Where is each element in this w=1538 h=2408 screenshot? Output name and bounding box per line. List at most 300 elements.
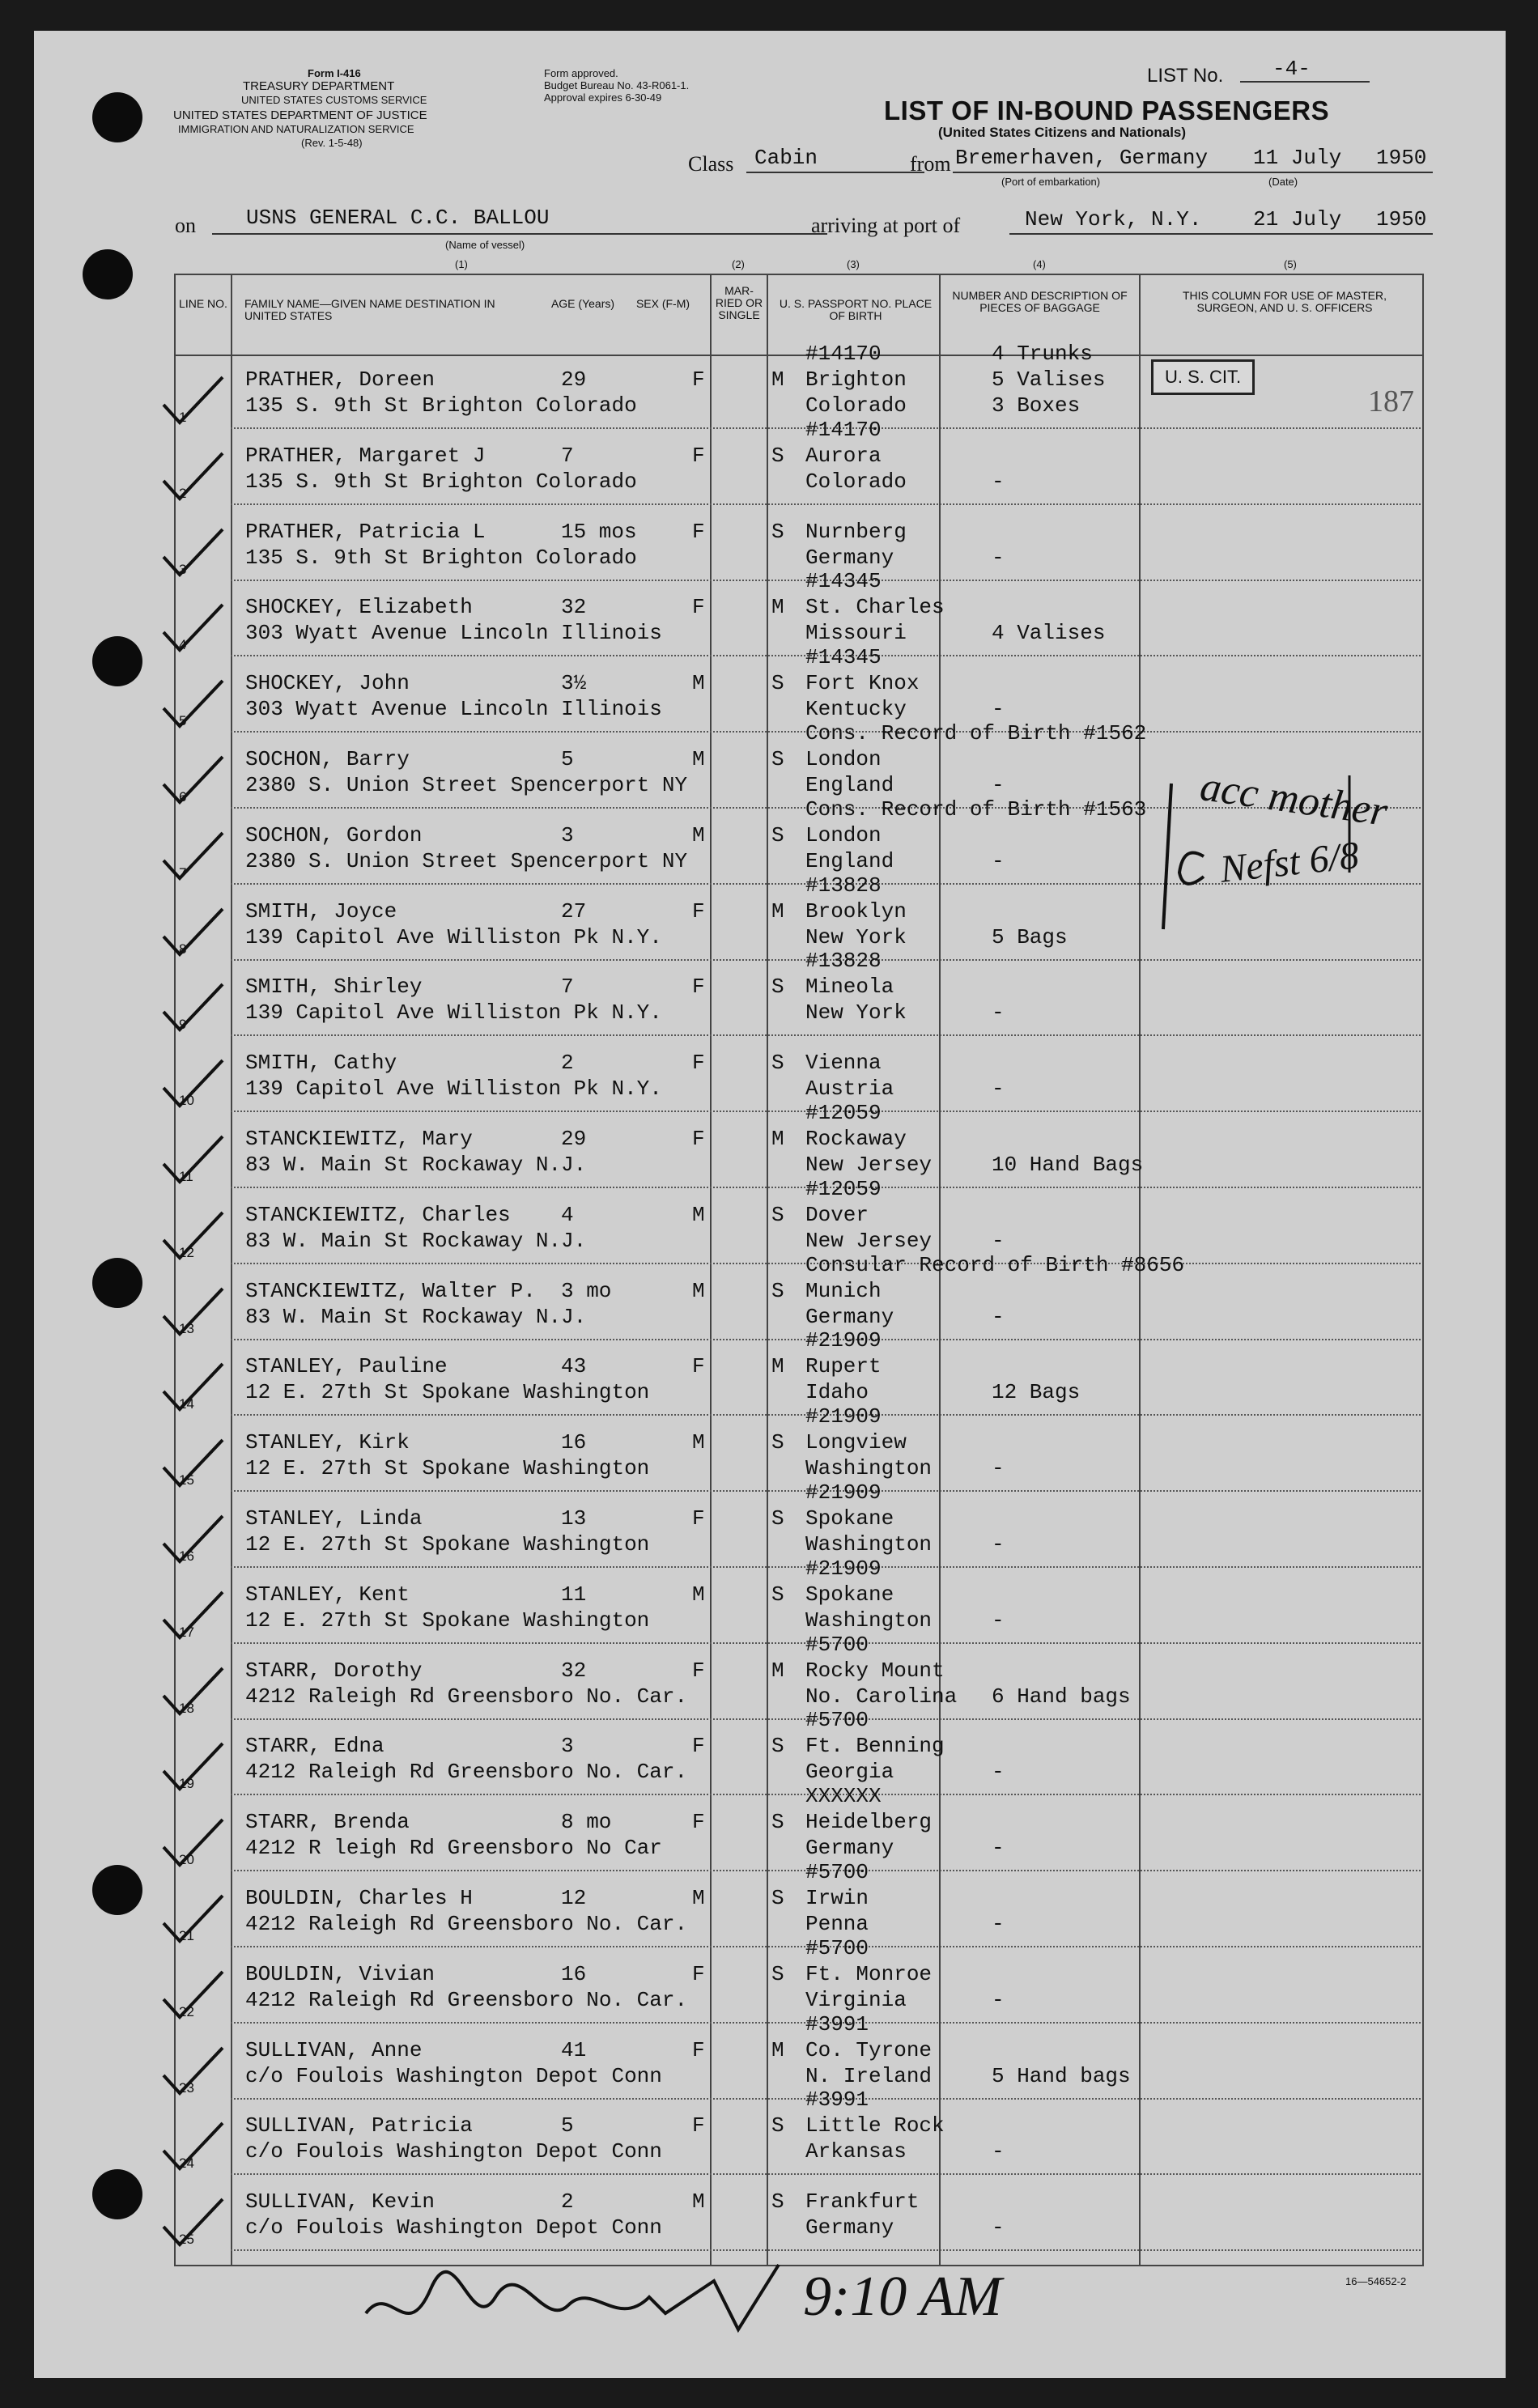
passenger-destination: 12 E. 27th St Spokane Washington — [245, 1456, 650, 1481]
embarkation-port: Bremerhaven, Germany — [955, 146, 1209, 170]
birth-place: Vienna — [805, 1051, 882, 1076]
form-approved: Form approved. — [544, 67, 618, 79]
class-value: Cabin — [754, 146, 818, 170]
birth-country: Germany — [805, 1836, 894, 1861]
baggage-line-3: - — [992, 1304, 1005, 1329]
list-no-label: LIST No. — [1147, 65, 1224, 87]
line-number: 10 — [179, 1093, 194, 1109]
passenger-age: 29 — [561, 1127, 587, 1151]
header-baggage: NUMBER AND DESCRIPTION OF PIECES OF BAGGAGE — [952, 289, 1128, 314]
passenger-destination: 83 W. Main St Rockaway N.J. — [245, 1304, 587, 1329]
passenger-sex: F — [692, 2037, 705, 2062]
class-label: Class — [688, 152, 734, 176]
birth-place: Little Rock — [805, 2113, 945, 2138]
birth-place: Irwin — [805, 1886, 869, 1910]
table-row — [174, 949, 1421, 1038]
signature-time: 9:10 AM — [803, 2266, 1002, 2328]
header-age: AGE (Years) — [550, 297, 615, 310]
passenger-destination: 4212 Raleigh Rd Greensboro No. Car. — [245, 1987, 688, 2012]
passenger-sex: F — [692, 1051, 705, 1076]
baggage-line-3: - — [992, 2215, 1005, 2240]
baggage-line-3: - — [992, 1912, 1005, 1936]
baggage-line-3: - — [992, 848, 1005, 873]
marital-status: S — [771, 1734, 784, 1759]
form-number: Form I-416 — [308, 67, 361, 79]
baggage-line-1: 4 Trunks — [992, 342, 1093, 366]
passenger-name: STANCKIEWITZ, Mary — [245, 1127, 473, 1151]
column-number: (2) — [732, 258, 745, 270]
birth-country: Washington — [805, 1532, 933, 1556]
passenger-name: SULLIVAN, Patricia — [245, 2113, 473, 2138]
passenger-age: 13 — [561, 1506, 587, 1531]
passenger-age: 27 — [561, 898, 587, 924]
birth-place: Ft. Monroe — [805, 1961, 933, 1986]
list-no-value: -4- — [1272, 57, 1311, 81]
passenger-name: STANCKIEWITZ, Charles — [245, 1202, 511, 1227]
customs-service: UNITED STATES CUSTOMS SERVICE — [241, 94, 427, 106]
line-number: 13 — [179, 1320, 194, 1336]
column-number: (1) — [455, 258, 468, 270]
baggage-line-3: 3 Boxes — [992, 393, 1081, 418]
row-separator — [231, 503, 1421, 505]
marital-status: S — [771, 1582, 784, 1607]
birth-country: Penna — [805, 1912, 869, 1936]
birth-country: Arkansas — [805, 2139, 907, 2164]
checkmark-icon — [159, 448, 224, 505]
line-number: 4 — [179, 637, 187, 653]
passenger-sex: F — [692, 2113, 705, 2138]
passenger-sex: F — [692, 1354, 705, 1379]
birth-country: England — [805, 773, 894, 797]
line-number: 12 — [179, 1244, 194, 1260]
header-sex: SEX (F-M) — [635, 297, 690, 310]
arrival-port: New York, N.Y. — [1025, 207, 1202, 231]
passenger-name: STANLEY, Kent — [245, 1582, 410, 1607]
punch-hole — [92, 636, 142, 686]
header-passport: U. S. PASSPORT NO. PLACE OF BIRTH — [779, 297, 933, 322]
passport-number: #5700 — [805, 1708, 869, 1733]
baggage-line-3: 4 Valises — [992, 621, 1106, 646]
marital-status: S — [771, 671, 784, 696]
passenger-destination: 139 Capitol Ave Williston Pk N.Y. — [245, 1077, 662, 1102]
birth-place: Longview — [805, 1430, 907, 1455]
passenger-name: SHOCKEY, John — [245, 671, 410, 696]
marital-status: S — [771, 747, 784, 771]
justice-dept: UNITED STATES DEPARTMENT OF JUSTICE — [173, 108, 427, 122]
passport-number: Cons. Record of Birth #1563 — [805, 796, 1147, 822]
footer-code: 16—54652-2 — [1345, 2275, 1407, 2287]
birth-place: Frankfurt — [805, 2189, 920, 2215]
checkmark-icon — [159, 2194, 224, 2251]
passenger-age: 12 — [561, 1886, 587, 1910]
marital-status: S — [771, 1886, 784, 1910]
checkmark-icon — [159, 1739, 224, 1795]
birth-place: Brooklyn — [805, 898, 907, 924]
passenger-destination: c/o Foulois Washington Depot Conn — [245, 2139, 662, 2164]
marital-status: M — [771, 1127, 784, 1151]
line-number: 9 — [179, 1017, 187, 1033]
table-row — [174, 645, 1421, 735]
passport-number: #3991 — [805, 2011, 869, 2036]
birth-place: Rocky Mount — [805, 1658, 945, 1683]
passenger-age: 11 — [561, 1582, 587, 1607]
passenger-sex: F — [692, 443, 705, 468]
passenger-age: 2 — [561, 1051, 574, 1076]
passenger-sex: M — [692, 1278, 705, 1303]
birth-country: Washington — [805, 1607, 933, 1633]
passenger-destination: 4212 Raleigh Rd Greensboro No. Car. — [245, 1684, 688, 1709]
passenger-name: BOULDIN, Charles H — [245, 1886, 473, 1910]
marital-status: M — [771, 1658, 784, 1683]
baggage-line-3: 10 Hand Bags — [992, 1153, 1144, 1177]
checkmark-icon — [159, 1055, 224, 1112]
passenger-destination: 139 Capitol Ave Williston Pk N.Y. — [245, 924, 662, 949]
vessel-name: USNS GENERAL C.C. BALLOU — [246, 206, 550, 230]
punch-hole — [92, 1258, 142, 1308]
signature-scrawl-icon — [358, 2249, 811, 2354]
passenger-age: 3½ — [561, 671, 587, 696]
passenger-sex: F — [692, 1961, 705, 1986]
passenger-sex: F — [692, 595, 705, 620]
baggage-line-3: 12 Bags — [992, 1380, 1081, 1405]
arriving-label: arriving at port of — [811, 214, 961, 237]
birth-country: N. Ireland — [805, 2063, 933, 2088]
marital-status: M — [771, 595, 784, 620]
manifest-subtitle: (United States Citizens and Nationals) — [938, 125, 1187, 140]
passenger-name: SMITH, Shirley — [245, 975, 423, 1000]
line-number: 1 — [179, 410, 187, 425]
passenger-sex: M — [692, 1202, 705, 1227]
passenger-destination: 303 Wyatt Avenue Lincoln Illinois — [245, 697, 662, 722]
line-number: 11 — [179, 1169, 193, 1184]
checkmark-icon — [159, 676, 224, 733]
passport-number: #21909 — [805, 1328, 882, 1353]
checkmark-icon — [159, 752, 224, 809]
embarkation-year: 1950 — [1376, 146, 1427, 170]
birth-country: New Jersey — [805, 1153, 933, 1177]
checkmark-icon — [159, 1815, 224, 1871]
birth-country: Idaho — [805, 1380, 869, 1405]
baggage-line-3: - — [992, 1607, 1005, 1633]
passenger-sex: F — [692, 1658, 705, 1683]
passenger-sex: M — [692, 2189, 705, 2215]
passenger-age: 3 — [561, 822, 574, 847]
column-number: (3) — [847, 258, 860, 270]
baggage-line-3: - — [992, 545, 1005, 570]
passenger-sex: M — [692, 671, 705, 696]
marital-status: S — [771, 975, 784, 1000]
line-number: 17 — [179, 1624, 194, 1640]
passenger-name: PRATHER, Patricia L — [245, 519, 486, 544]
baggage-line-2: 5 Valises — [992, 367, 1106, 392]
passenger-destination: 12 E. 27th St Spokane Washington — [245, 1532, 650, 1556]
treasury-dept: TREASURY DEPARTMENT — [243, 79, 395, 93]
passenger-name: STARR, Edna — [245, 1734, 384, 1759]
passenger-name: SOCHON, Barry — [245, 747, 410, 771]
birth-country: Germany — [805, 1304, 894, 1329]
passport-number: Consular Record of Birth #8656 — [805, 1252, 1185, 1277]
inspector-signature — [358, 2249, 811, 2358]
passport-number: #14170 — [805, 342, 882, 366]
baggage-line-3: 6 Hand bags — [992, 1684, 1131, 1709]
row-separator — [231, 1034, 1421, 1036]
baggage-line-3: - — [992, 1000, 1005, 1026]
passport-number: #5700 — [805, 1632, 869, 1657]
passenger-name: SULLIVAN, Kevin — [245, 2189, 435, 2215]
passenger-name: SMITH, Joyce — [245, 898, 397, 924]
form-revision: (Rev. 1-5-48) — [301, 137, 363, 149]
birth-country: Kentucky — [805, 697, 907, 722]
passenger-sex: F — [692, 519, 705, 544]
birth-country: New York — [805, 1000, 907, 1026]
checkmark-icon — [159, 1208, 224, 1264]
passenger-destination: 83 W. Main St Rockaway N.J. — [245, 1228, 587, 1253]
line-number: 25 — [179, 2232, 194, 2248]
checkmark-icon — [159, 372, 224, 429]
table-row — [174, 2178, 1421, 2253]
marital-status: S — [771, 1961, 784, 1986]
line-number: 3 — [179, 561, 187, 577]
passport-number: #21909 — [805, 1480, 882, 1505]
passenger-destination: 12 E. 27th St Spokane Washington — [245, 1607, 650, 1633]
birth-country: Washington — [805, 1456, 933, 1481]
passenger-age: 8 mo — [561, 1810, 612, 1835]
passenger-sex: M — [692, 822, 705, 847]
header-name: FAMILY NAME—GIVEN NAME DESTINATION IN UNITED STATES — [244, 297, 495, 322]
ins-name: IMMIGRATION AND NATURALIZATION SERVICE — [178, 123, 414, 135]
birth-country: Colorado — [805, 469, 907, 494]
vessel-caption: (Name of vessel) — [445, 239, 525, 251]
birth-country: New York — [805, 924, 907, 949]
passenger-age: 41 — [561, 2037, 587, 2062]
birth-place: Spokane — [805, 1506, 894, 1531]
birth-place: Munich — [805, 1278, 882, 1303]
passenger-age: 3 mo — [561, 1278, 612, 1303]
birth-place: Mineola — [805, 975, 894, 1000]
passport-number: #13828 — [805, 873, 882, 898]
table-row — [174, 1935, 1421, 2026]
baggage-line-3: - — [992, 2139, 1005, 2164]
table-row — [174, 417, 1421, 508]
birth-place: St. Charles — [805, 595, 945, 620]
marital-status: S — [771, 1810, 784, 1835]
handwritten-note-1: acc mother — [1197, 763, 1391, 835]
table-row — [174, 1039, 1421, 1115]
birth-place: London — [805, 747, 882, 771]
birth-country: Georgia — [805, 1760, 894, 1785]
checkmark-icon — [159, 828, 224, 885]
passenger-name: PRATHER, Doreen — [245, 367, 435, 392]
passport-number: XXXXXX — [805, 1784, 882, 1809]
marital-status: S — [771, 1506, 784, 1531]
header-married: MAR- RIED OR SINGLE — [715, 284, 763, 321]
us-citizen-stamp: U. S. CIT. — [1151, 359, 1255, 395]
baggage-line-3: - — [992, 1987, 1005, 2012]
passenger-destination: 2380 S. Union Street Spencerport NY — [245, 773, 688, 797]
passenger-age: 7 — [561, 975, 574, 1000]
marital-status: S — [771, 1278, 784, 1303]
checkmark-icon — [159, 2118, 224, 2175]
passenger-age: 32 — [561, 1658, 587, 1683]
passenger-age: 2 — [561, 2189, 574, 2215]
baggage-line-3: - — [992, 469, 1005, 494]
marital-status: M — [771, 367, 784, 392]
birth-country: Austria — [805, 1077, 894, 1102]
on-label: on — [175, 214, 196, 237]
line-number: 15 — [179, 1472, 194, 1489]
passenger-destination: 4212 Raleigh Rd Greensboro No. Car. — [245, 1760, 688, 1785]
birth-place: Spokane — [805, 1582, 894, 1607]
passenger-name: BOULDIN, Vivian — [245, 1961, 435, 1986]
passenger-name: STANCKIEWITZ, Walter P. — [245, 1278, 536, 1303]
birth-country: Germany — [805, 2215, 894, 2240]
marital-status: S — [771, 443, 784, 468]
passenger-age: 32 — [561, 595, 587, 620]
birth-place: Brighton — [805, 367, 907, 392]
passenger-sex: F — [692, 898, 705, 924]
line-number: 24 — [179, 2155, 194, 2172]
embarkation-date: 11 July — [1253, 146, 1342, 170]
baggage-line-3: 5 Hand bags — [992, 2063, 1131, 2088]
line-number: 2 — [179, 485, 187, 501]
checkmark-icon — [159, 904, 224, 961]
approval-expiry: Approval expires 6-30-49 — [544, 91, 662, 104]
line-number: 22 — [179, 2003, 194, 2019]
passenger-name: SOCHON, Gordon — [245, 822, 423, 847]
passport-number: #12059 — [805, 1101, 882, 1125]
passport-number: #5700 — [805, 1935, 869, 1960]
passenger-name: STANLEY, Pauline — [245, 1354, 448, 1379]
passenger-destination: 83 W. Main St Rockaway N.J. — [245, 1153, 587, 1177]
birth-country: Germany — [805, 545, 894, 570]
passenger-name: SHOCKEY, Elizabeth — [245, 595, 473, 620]
birth-place: Heidelberg — [805, 1810, 933, 1835]
passenger-destination: 4212 R leigh Rd Greensboro No Car — [245, 1836, 662, 1861]
birth-place: London — [805, 822, 882, 847]
line-number: 21 — [179, 1928, 194, 1943]
birth-place: Dover — [805, 1202, 869, 1227]
baggage-line-3: - — [992, 1228, 1005, 1253]
column-number: (5) — [1284, 258, 1297, 270]
passenger-destination: c/o Foulois Washington Depot Conn — [245, 2215, 662, 2240]
line-number: 14 — [179, 1396, 194, 1412]
checkmark-icon — [159, 524, 224, 581]
birth-place: Ft. Benning — [805, 1734, 945, 1759]
column-number: (4) — [1033, 258, 1046, 270]
passenger-name: STANLEY, Linda — [245, 1506, 423, 1531]
manifest-page — [34, 31, 1506, 2378]
passenger-name: STARR, Dorothy — [245, 1658, 423, 1683]
marital-status: S — [771, 1430, 784, 1455]
passenger-name: SULLIVAN, Anne — [245, 2037, 423, 2062]
stamp-number: 187 — [1368, 384, 1414, 418]
passenger-destination: 135 S. 9th St Brighton Colorado — [245, 545, 637, 570]
line-number: 23 — [179, 2079, 194, 2096]
birth-country: No. Carolina — [805, 1684, 958, 1709]
punch-hole — [92, 92, 142, 142]
checkmark-icon — [159, 1891, 224, 1947]
arrival-date: 21 July — [1253, 207, 1342, 231]
passenger-name: SMITH, Cathy — [245, 1051, 397, 1076]
passenger-age: 5 — [561, 747, 574, 771]
passenger-destination: 135 S. 9th St Brighton Colorado — [245, 469, 637, 494]
date-caption: (Date) — [1268, 176, 1298, 188]
passport-number: Cons. Record of Birth #1562 — [805, 721, 1147, 745]
passport-number: #12059 — [805, 1176, 882, 1201]
line-number: 20 — [179, 1852, 194, 1868]
arrival-year: 1950 — [1376, 207, 1427, 231]
passenger-destination: 303 Wyatt Avenue Lincoln Illinois — [245, 621, 662, 646]
table-row — [174, 569, 1421, 659]
passenger-age: 4 — [561, 1202, 574, 1227]
passport-number: #3991 — [805, 2087, 869, 2113]
checkmark-icon — [159, 1663, 224, 1720]
from-label: from — [910, 152, 951, 176]
passport-number: #14170 — [805, 417, 882, 442]
passenger-sex: F — [692, 1810, 705, 1835]
passenger-sex: F — [692, 1127, 705, 1151]
marital-status: M — [771, 898, 784, 924]
line-number: 6 — [179, 789, 187, 805]
checkmark-icon — [159, 1284, 224, 1340]
marital-status: S — [771, 2113, 784, 2138]
marital-status: S — [771, 1202, 784, 1227]
passenger-name: STANLEY, Kirk — [245, 1430, 410, 1455]
checkmark-icon — [159, 1435, 224, 1492]
checkmark-icon — [159, 600, 224, 656]
baggage-line-3: - — [992, 773, 1005, 797]
passenger-name: STARR, Brenda — [245, 1810, 410, 1835]
passenger-sex: M — [692, 1582, 705, 1607]
line-number: 18 — [179, 1700, 194, 1716]
marital-status: S — [771, 519, 784, 544]
budget-bureau: Budget Bureau No. 43-R061-1. — [544, 79, 690, 91]
birth-country: New Jersey — [805, 1228, 933, 1253]
birth-place: Rupert — [805, 1354, 882, 1379]
handwritten-note-2: Nefst 6/8 — [1217, 834, 1362, 891]
birth-place: Rockaway — [805, 1127, 907, 1151]
passenger-destination: 135 S. 9th St Brighton Colorado — [245, 393, 637, 418]
passenger-sex: M — [692, 1886, 705, 1910]
baggage-line-3: - — [992, 697, 1005, 722]
birth-country: Missouri — [805, 621, 907, 646]
passport-number: #14345 — [805, 645, 882, 670]
line-number: 8 — [179, 941, 187, 957]
marital-status: M — [771, 1354, 784, 1379]
marital-status: S — [771, 2189, 784, 2215]
port-caption: (Port of embarkation) — [1001, 176, 1101, 188]
passenger-age: 29 — [561, 367, 587, 392]
birth-country: Virginia — [805, 1987, 907, 2012]
checkmark-icon — [159, 2043, 224, 2100]
checkmark-icon — [159, 1587, 224, 1644]
passport-number: #21909 — [805, 1556, 882, 1581]
passport-number: #14345 — [805, 569, 882, 594]
marital-status: M — [771, 2037, 784, 2062]
baggage-line-3: - — [992, 1760, 1005, 1785]
passenger-age: 7 — [561, 443, 574, 468]
line-number: 16 — [179, 1548, 194, 1564]
passenger-name: PRATHER, Margaret J — [245, 443, 486, 468]
passport-number: #13828 — [805, 949, 882, 974]
passenger-sex: M — [692, 747, 705, 771]
birth-country: England — [805, 848, 894, 873]
line-number: 5 — [179, 713, 187, 729]
checkmark-icon — [159, 1967, 224, 2024]
passenger-destination: c/o Foulois Washington Depot Conn — [245, 2063, 662, 2088]
passenger-age: 16 — [561, 1961, 587, 1986]
passenger-destination: 139 Capitol Ave Williston Pk N.Y. — [245, 1000, 662, 1026]
